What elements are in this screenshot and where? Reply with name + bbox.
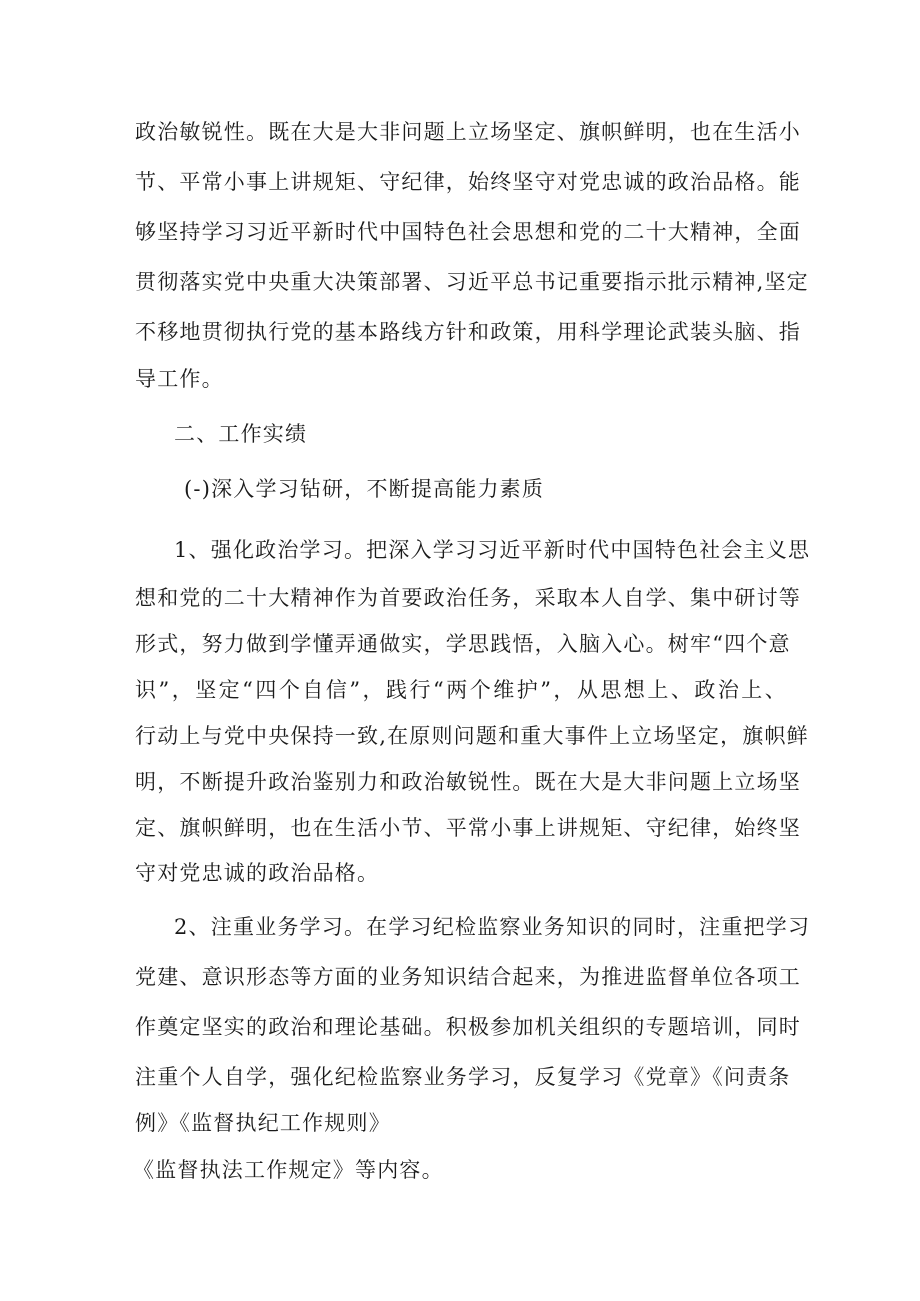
para2-line-6: 《监督执法工作规定》等内容。 <box>133 1158 444 1182</box>
para1-line-2: 想和党的二十大精神作为首要政治任务，采取本人自学、集中研讨等 <box>135 586 801 610</box>
para1-line-6: 明，不断提升政治鉴别力和政治敏锐性。既在大是大非问题上立场坚 <box>135 770 801 794</box>
intro-line-6: 导工作。 <box>135 367 224 391</box>
subsection-heading: (-)深入学习钻研，不断提高能力素质 <box>184 477 545 501</box>
para2-line-4: 注重个人自学，强化纪检监察业务学习，反复学习《党章》《问责条 <box>135 1065 791 1089</box>
para2-line-2: 党建、意识形态等方面的业务知识结合起来，为推进监督单位各项工 <box>135 965 801 989</box>
para1-line-5: 行动上与党中央保持一致,在原则问题和重大事件上立场坚定，旗帜鲜 <box>135 724 809 748</box>
para1-line-3: 形式，努力做到学懂弄通做实，学思践悟，入脑入心。树牢“四个意 <box>135 632 791 656</box>
intro-line-5: 不移地贯彻执行党的基本路线方针和政策，用科学理论武装头脑、指 <box>135 320 801 344</box>
intro-line-1: 政治敏锐性。既在大是大非问题上立场坚定、旗帜鲜明，也在生活小 <box>135 120 801 144</box>
intro-line-4: 贯彻落实党中央重大决策部署、习近平总书记重要指示批示精神,坚定 <box>135 270 809 294</box>
para1-line-1: 1、强化政治学习。把深入学习习近平新时代中国特色社会主义思 <box>174 538 811 562</box>
para1-line-7: 定、旗帜鲜明，也在生活小节、平常小事上讲规矩、守纪律，始终坚 <box>135 816 801 840</box>
para1-line-8: 守对党忠诚的政治品格。 <box>135 861 380 885</box>
intro-line-3: 够坚持学习习近平新时代中国特色社会思想和党的二十大精神，全面 <box>135 220 801 244</box>
para2-line-5: 例》《监督执纪工作规则》 <box>135 1111 391 1135</box>
intro-line-2: 节、平常小事上讲规矩、守纪律，始终坚守对党忠诚的政治品格。能 <box>135 170 801 194</box>
section-heading: 二、工作实绩 <box>174 422 308 446</box>
para2-line-3: 作奠定坚实的政治和理论基础。积极参加机关组织的专题培训，同时 <box>135 1015 801 1039</box>
para1-line-4: 识”，坚定“四个自信”，践行“两个维护”，从思想上、政治上、 <box>135 678 787 702</box>
para2-line-1: 2、注重业务学习。在学习纪检监察业务知识的同时，注重把学习 <box>174 915 811 939</box>
